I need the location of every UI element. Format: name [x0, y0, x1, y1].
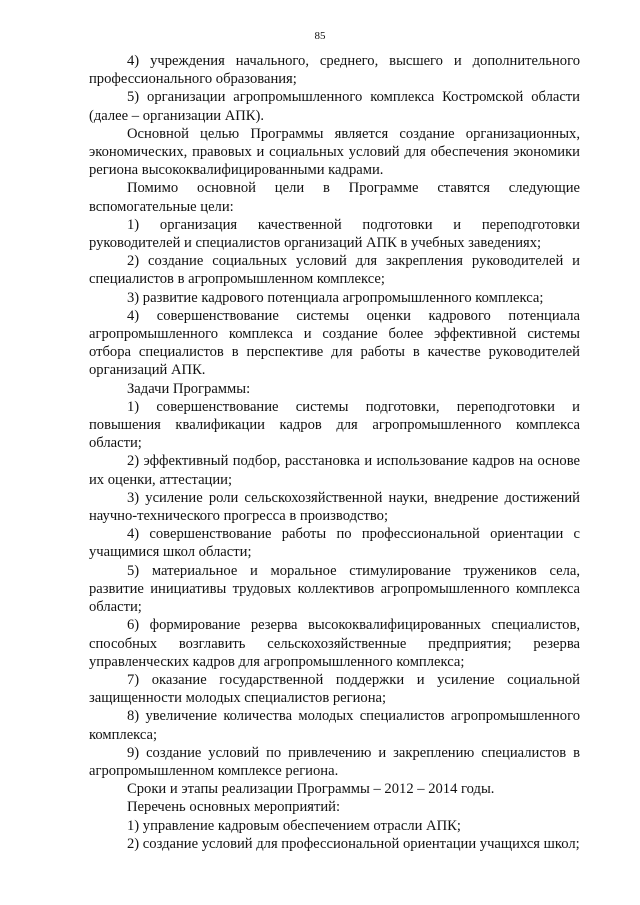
paragraph-measures-heading: Перечень основных мероприятий:: [127, 799, 341, 816]
paragraph-task-8: 8) увеличение количества молодых специалистов агропромышленного комплекса;: [89, 708, 580, 743]
paragraph-task-5: 5) материальное и моральное стимулирование тружеников села, развитие инициативы трудовых коллективов агропромышленного комплекса области;: [89, 562, 580, 616]
paragraph-main-goal: Основной целью Программы является создание организационных, экономических, правовых и социальных условий для обеспечения экономики региона высококвалифицированными кадрами.: [89, 125, 580, 179]
paragraph-task-4: 4) совершенствование работы по профессиональной ориентации с учащимися школ области;: [89, 526, 580, 561]
paragraph-goal-4: 4) совершенствование системы оценки кадрового потенциала агропромышленного комплекса и создание более эффективной системы отбора специалистов в перспективе для работы в качестве руководителей организаций АПК.: [89, 307, 580, 379]
body-text: [89, 52, 580, 853]
paragraph-apk-organizations: 5) организации агропромышленного комплекса Костромской области (далее – организации АПК).: [89, 89, 580, 124]
paragraph-goal-3: 3) развитие кадрового потенциала агропромышленного комплекса;: [127, 289, 544, 306]
paragraph-measure-2: 2) создание условий для профессиональной ориентации учащихся школ;: [127, 835, 580, 852]
paragraph-institutions: 4) учреждения начального, среднего, высшего и дополнительного профессионального образования;: [89, 53, 580, 88]
paragraph-tasks-heading: Задачи Программы:: [127, 380, 251, 397]
paragraph-terms: Сроки и этапы реализации Программы – 2012 – 2014 годы.: [127, 781, 495, 798]
paragraph-task-1: 1) совершенствование системы подготовки, переподготовки и повышения квалификации кадров для агропромышленного комплекса области;: [89, 398, 580, 452]
paragraph-task-2: 2) эффективный подбор, расстановка и использование кадров на основе их оценки, аттестации;: [89, 453, 580, 488]
paragraph-goal-2: 2) создание социальных условий для закрепления руководителей и специалистов в агропромышленном комплексе;: [89, 253, 580, 288]
paragraph-secondary-goals-intro: Помимо основной цели в Программе ставятся следующие вспомогательные цели:: [89, 180, 580, 215]
paragraph-task-9: 9) создание условий по привлечению и закреплению специалистов в агропромышленном комплексе региона.: [89, 744, 580, 779]
paragraph-measure-1: 1) управление кадровым обеспечением отрасли АПК;: [127, 817, 461, 834]
page-number: 85: [314, 30, 326, 42]
paragraph-task-3: 3) усиление роли сельскохозяйственной науки, внедрение достижений научно-технического прогресса в производство;: [89, 489, 580, 525]
paragraph-goal-1: 1) организация качественной подготовки и переподготовки руководителей и специалистов организаций АПК в учебных заведениях;: [89, 216, 580, 252]
paragraph-task-7: 7) оказание государственной поддержки и усиление социальной защищенности молодых специалистов региона;: [89, 671, 580, 707]
paragraph-task-6: 6) формирование резерва высококвалифицированных специалистов, способных возглавить сельскохозяйственные предприятия; резерва управленческих кадров для агропромышленного комплекса;: [89, 617, 580, 670]
